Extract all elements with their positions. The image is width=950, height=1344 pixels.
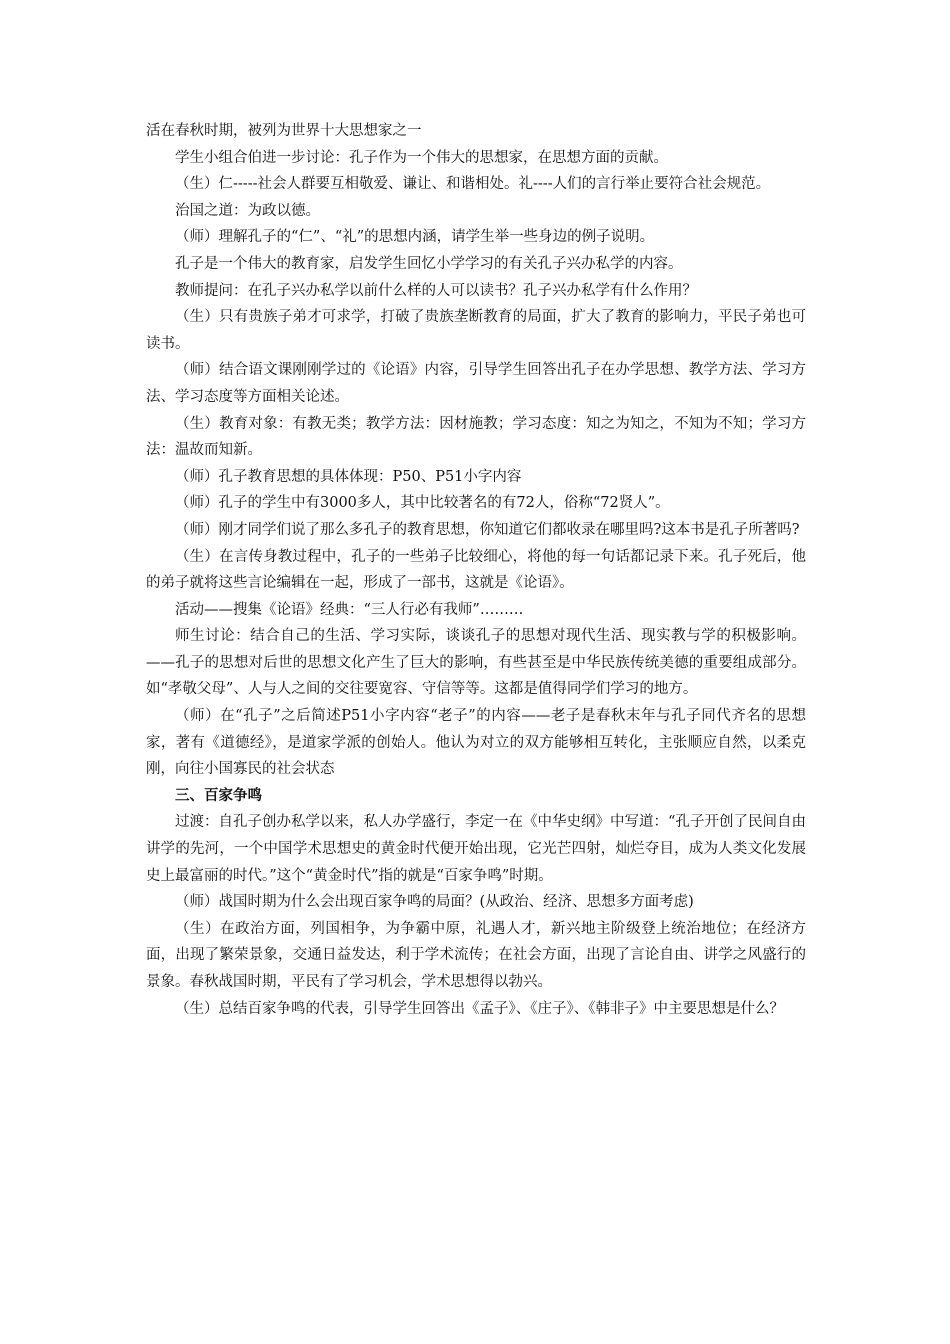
paragraph: 学生小组合伯进一步讨论：孔子作为一个伟大的思想家，在思想方面的贡献。 bbox=[175, 149, 668, 166]
paragraph: （生）在政治方面，列国相争，为争霸中原，礼遇人才，新兴地主阶级登上统治地位；在经济方面，出现了繁荣景象，交通日益发达，利于学术流传；在社会方面，出现了言论自由、讲学之风盛行的景象。春秋战国时期，平民有了学习机会，学术思想得以勃兴。 bbox=[146, 920, 806, 990]
paragraph: （师）战国时期为什么会出现百家争鸣的局面？(从政治、经济、思想多方面考虑) bbox=[175, 894, 694, 911]
paragraph: 过渡：自孔子创办私学以来，私人办学盛行，李定一在《中华史纲》中写道：“孔子开创了民间自由讲学的先河，一个中国学术思想史的黄金时代便开始出现，它光芒四射，灿烂夺目，成为人类文化发展史上最富丽的时代。”这个“黄金时代”指的就是“百家争鸣”时期。 bbox=[146, 814, 806, 884]
paragraph-continuation: 活在春秋时期，被列为世界十大思想家之一 bbox=[146, 123, 422, 139]
paragraph: （师）在“孔子”之后简述P51小字内容“老子”的内容——老子是春秋末年与孔子同代齐名的思想家，著有《道德经》，是道家学派的创始人。他认为对立的双方能够相互转化，主张顺应自然，以柔克刚，向往小国寡民的社会状态 bbox=[146, 708, 806, 778]
document-page bbox=[146, 118, 806, 1022]
paragraph: （生）总结百家争鸣的代表，引导学生回答出《孟子》、《庄子》、《韩非子》中主要思想是什么？ bbox=[175, 1000, 784, 1017]
paragraph: （生）仁-----社会人群要互相敬爱、谦让、和谐相处。礼----人们的言行举止要符合社会规范。 bbox=[175, 176, 771, 193]
paragraph: （师）理解孔子的“仁”、“礼”的思想内涵，请学生举一些身边的例子说明。 bbox=[175, 229, 655, 246]
paragraph: 活动——搜集《论语》经典：“三人行必有我师”……… bbox=[175, 601, 524, 618]
paragraph: （师）孔子的学生中有3000多人，其中比较著名的有72人，俗称“72贤人”。 bbox=[175, 495, 670, 512]
paragraph: 教师提问：在孔子兴办私学以前什么样的人可以读书？孔子兴办私学有什么作用？ bbox=[175, 282, 697, 299]
paragraph: （师）结合语文课刚刚学过的《论语》内容，引导学生回答出孔子在办学思想、教学方法、学习方法、学习态度等方面相关论述。 bbox=[146, 362, 806, 405]
paragraph: 孔子是一个伟大的教育家，启发学生回忆小学学习的有关孔子兴办私学的内容。 bbox=[175, 255, 683, 272]
paragraph: （生）在言传身教过程中，孔子的一些弟子比较细心，将他的每一句话都记录下来。孔子死后，他的弟子就将这些言论编辑在一起，形成了一部书，这就是《论语》。 bbox=[146, 548, 806, 592]
paragraph: （生）教育对象：有教无类；教学方法：因材施教；学习态度：知之为知之，不知为不知；学习方法：温故而知新。 bbox=[146, 415, 806, 459]
section-heading: 三、百家争鸣 bbox=[175, 786, 262, 804]
paragraph: （师）刚才同学们说了那么多孔子的教育思想，你知道它们都收录在哪里吗?这本书是孔子所著吗? bbox=[175, 521, 800, 538]
paragraph: 师生讨论：结合自己的生活、学习实际，谈谈孔子的思想对现代生活、现实教与学的积极影响。——孔子的思想对后世的思想文化产生了巨大的影响，有些甚至是中华民族传统美德的重要组成部分。如“孝敬父母”、人与人之间的交往要宽容、守信等等。这都是值得同学们学习的地方。 bbox=[146, 628, 806, 698]
paragraph: 治国之道：为政以德。 bbox=[175, 202, 320, 219]
paragraph: （生）只有贵族子弟才可求学，打破了贵族垄断教育的局面，扩大了教育的影响力，平民子弟也可读书。 bbox=[146, 309, 806, 352]
paragraph: （师）孔子教育思想的具体体现：P50、P51小字内容 bbox=[175, 468, 522, 485]
